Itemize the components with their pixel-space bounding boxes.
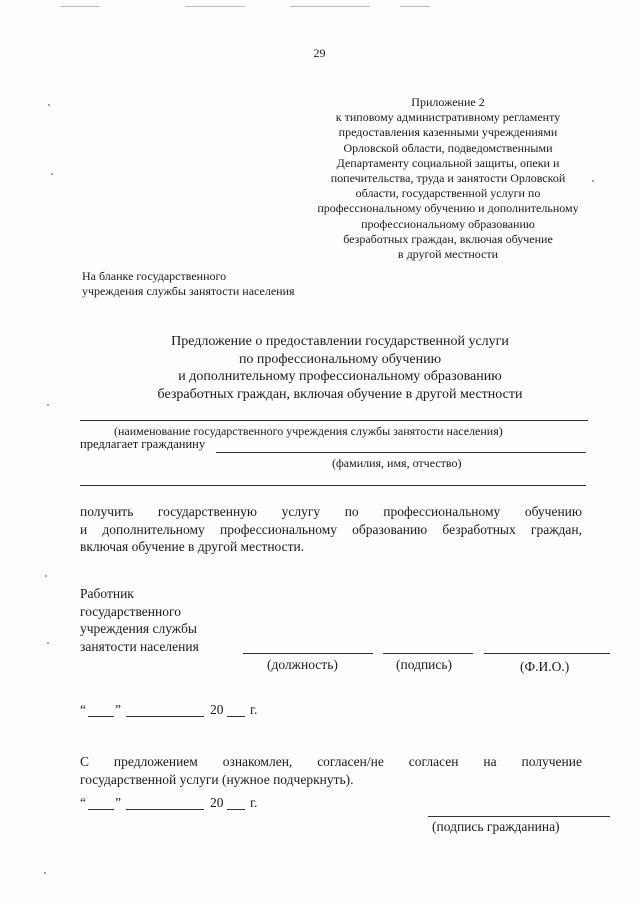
- month-field[interactable]: [126, 809, 204, 810]
- month-field[interactable]: [126, 716, 204, 717]
- title-line: Предложение о предоставлении государственной услуги: [171, 334, 509, 349]
- fio-caption: (Ф.И.О.): [520, 659, 570, 674]
- scan-speck: [44, 872, 46, 874]
- signature-caption: (подпись): [396, 657, 453, 672]
- year-prefix: 20: [210, 795, 224, 810]
- scan-speck: [51, 173, 53, 175]
- citizen-name-field-2[interactable]: [80, 485, 586, 486]
- scan-speck: [45, 575, 47, 577]
- appendix-line: профессиональному обучению и дополнительному: [317, 201, 579, 216]
- fio-field[interactable]: [484, 653, 610, 654]
- scan-artifact: [400, 6, 430, 7]
- letterhead-line: На бланке государственного: [82, 269, 227, 283]
- year-suffix: г.: [250, 702, 258, 717]
- scan-artifact: [60, 6, 100, 7]
- body-line: получить государственную услугу по профессиональному обучению: [80, 504, 582, 519]
- citizen-signature-caption: (подпись гражданина): [432, 819, 560, 834]
- institution-caption: (наименование государственного учреждения службы занятости населения): [114, 424, 503, 438]
- page-number: 29: [313, 46, 326, 60]
- citizen-signature-field[interactable]: [428, 816, 610, 817]
- appendix-line: попечительства, труда и занятости Орловской: [330, 171, 566, 186]
- appendix-line: в другой местности: [397, 247, 499, 262]
- appendix-line: области, государственной услуги по: [355, 186, 541, 201]
- body-line: и дополнительному профессиональному образованию безработных граждан,: [80, 521, 582, 537]
- appendix-line: Приложение 2: [411, 95, 485, 109]
- date-close-quote: ”: [115, 702, 121, 717]
- citizen-name-caption: (фамилия, имя, отчество): [332, 456, 462, 470]
- acknowledgement-paragraph: [80, 753, 582, 788]
- date-close-quote: ”: [115, 795, 121, 810]
- appendix-line: Орловской области, подведомственными: [343, 140, 553, 155]
- appendix-line: Департаменту социальной защиты, опеки и: [336, 155, 560, 170]
- scan-speck: [48, 104, 50, 106]
- worker-block: [80, 585, 199, 655]
- body-line: включая обучение в другой местности.: [80, 539, 305, 554]
- appendix-line: к типовому административному регламенту: [335, 110, 561, 125]
- ack-line: государственной услуги (нужное подчеркнуть).: [80, 771, 354, 787]
- year-prefix: 20: [210, 702, 224, 717]
- year-field[interactable]: [227, 716, 245, 717]
- appendix-line: предоставления казенными учреждениями: [338, 125, 558, 140]
- date-open-quote: “: [80, 795, 86, 810]
- document-title: [100, 333, 580, 403]
- position-field[interactable]: [243, 653, 373, 654]
- appendix-line: профессиональному образованию: [361, 216, 535, 231]
- institution-name-field[interactable]: [80, 420, 588, 421]
- appendix-header: [298, 95, 598, 262]
- year-suffix: г.: [250, 795, 258, 810]
- day-field[interactable]: [88, 716, 114, 717]
- letterhead-note: [82, 269, 295, 299]
- letterhead-line: учреждения службы занятости населения: [82, 284, 295, 298]
- citizen-name-field[interactable]: [216, 452, 586, 453]
- worker-line: занятости населения: [80, 638, 199, 654]
- year-field[interactable]: [227, 809, 245, 810]
- worker-line: государственного: [80, 603, 181, 619]
- offers-label: предлагает гражданину: [80, 437, 206, 451]
- scan-artifact: [185, 6, 245, 7]
- title-line: и дополнительному профессиональному образованию: [178, 369, 502, 384]
- date-open-quote: “: [80, 702, 86, 717]
- worker-line: учреждения службы: [80, 621, 197, 636]
- scan-speck: [47, 404, 49, 406]
- appendix-line: безработных граждан, включая обучение: [343, 231, 553, 246]
- title-line: безработных граждан, включая обучение в другой местности: [157, 386, 523, 402]
- signature-field[interactable]: [383, 653, 473, 654]
- position-caption: (должность): [267, 657, 338, 672]
- ack-line: С предложением ознакомлен, согласен/не согласен на получение: [80, 754, 582, 769]
- scan-artifact: [290, 6, 370, 7]
- title-line: по профессиональному обучению: [238, 351, 442, 367]
- scan-speck: [47, 642, 49, 644]
- body-paragraph: [80, 503, 582, 556]
- day-field[interactable]: [88, 809, 114, 810]
- worker-line: Работник: [80, 586, 134, 601]
